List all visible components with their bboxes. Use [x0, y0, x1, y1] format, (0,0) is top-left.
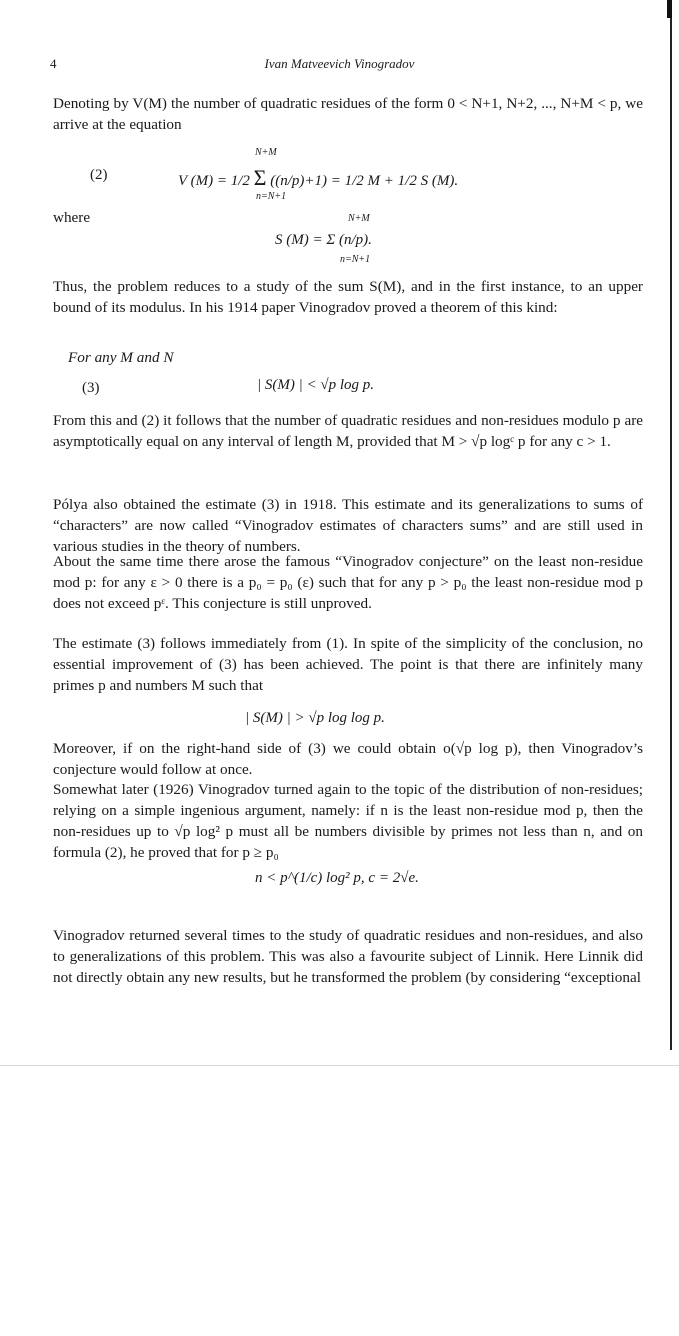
- page-number: 4: [50, 56, 57, 71]
- equation-3: | S(M) | < √p log p.: [257, 377, 375, 393]
- equation-2-rhs: 1/2 M + 1/2 S (M).: [344, 173, 459, 189]
- equation-4: | S(M) | > √p log log p.: [245, 710, 385, 726]
- equation-s-sum-upper: N+M: [348, 213, 370, 224]
- paragraph-1: Denoting by V(M) the number of quadratic residues of the form 0 < N+1, N+2, ..., N+M < p, we arrive at the equation: [53, 95, 643, 133]
- paragraph-8: Somewhat later (1926) Vinogradov turned again to the topic of the distribution of non-residues; relying on a simple ingenious argument, namely: if n is the least non-residue mod p, then the non-residues up to √p log² p must all be numbers divisible by primes not less than n, and on formula (2), he proved that for p ≥ p₀: [53, 781, 643, 861]
- equation-2-label: (2): [90, 167, 108, 183]
- equation-2-half: 1/2: [230, 173, 250, 189]
- page-edge-line: [670, 0, 672, 1050]
- equation-2-sum-lower: n=N+1: [256, 191, 287, 202]
- page-header: [0, 56, 679, 76]
- paragraph-2: Thus, the problem reduces to a study of the sum S(M), and in the first instance, to an upper bound of its modulus. In his 1914 paper Vinogradov proved a theorem of this kind:: [53, 278, 643, 316]
- running-head: Ivan Matveevich Vinogradov: [264, 56, 415, 71]
- theorem-intro: For any M and N: [68, 349, 174, 366]
- paragraph-4: Pólya also obtained the estimate (3) in 1918. This estimate and its generalizations to sums of “characters” are now called “Vinogradov estimates of characters sums” and are still used in various studies in the theory of numbers.: [53, 496, 643, 555]
- equation-2-sum-upper: N+M: [255, 147, 277, 158]
- page-edge-mark: [667, 0, 672, 18]
- where-label: where: [53, 209, 91, 226]
- equation-2-lhs: V (M) =: [178, 173, 231, 189]
- paragraph-3: From this and (2) it follows that the number of quadratic residues and non-residues modulo p are asymptotically equal on any interval of length M, provided that M > √p logᶜ p for any c > 1.: [53, 412, 643, 450]
- paragraph-9: Vinogradov returned several times to the study of quadratic residues and non-residues, and also to generalizations of this problem. This was also a favourite subject of Linnik. Here Linnik did not directly obtain any new results, but he transformed the problem (by considering “exceptional: [53, 927, 643, 986]
- sigma-symbol: Σ: [253, 165, 267, 190]
- page-fold-line: [0, 1065, 679, 1066]
- equation-5: n < p^(1/c) log² p, c = 2√e.: [255, 870, 419, 886]
- equation-2: [178, 165, 458, 191]
- paragraph-7: Moreover, if on the right-hand side of (3) we could obtain o(√p log p), then Vinogradov’s conjecture would follow at once.: [53, 740, 643, 778]
- equation-2-body: ((n/p)+1) =: [270, 173, 345, 189]
- equation-s-sum-lower: n=N+1: [340, 254, 371, 265]
- equation-s-definition: S (M) = Σ (n/p).: [275, 232, 372, 248]
- equation-3-label: (3): [82, 380, 100, 396]
- paragraph-6: The estimate (3) follows immediately from (1). In spite of the simplicity of the conclusion, no essential improvement of (3) has been achieved. The point is that there are infinitely many primes p and numbers M such that: [53, 635, 643, 694]
- paragraph-5: About the same time there arose the famous “Vinogradov conjecture” on the least non-residue mod p: for any ε > 0 there is a p₀ = p₀ (ε) such that for any p > p₀ the least non-residue mod p does not exceed pᵋ. This conjecture is still unproved.: [53, 553, 643, 612]
